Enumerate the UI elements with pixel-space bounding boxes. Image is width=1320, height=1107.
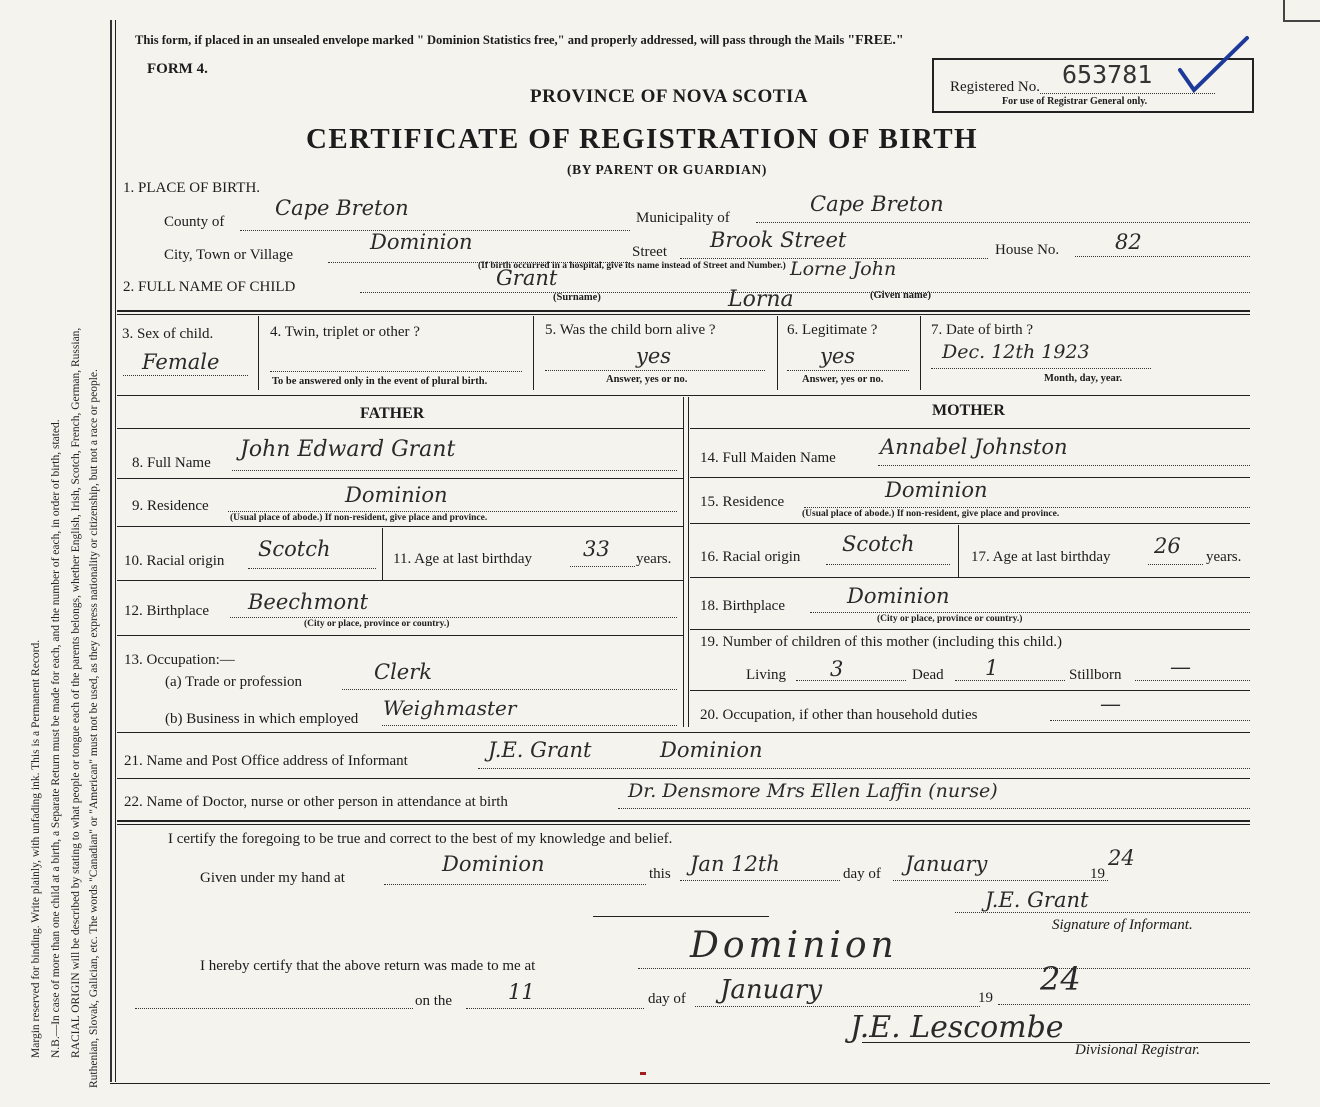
registrar-year-prefix: 19	[978, 990, 993, 1006]
mother-birthplace-value: Dominion	[847, 584, 950, 608]
side-note-nb: N.B.—In case of more than one child at a birth, a Separate Return must be made for each, and the number of each, in order of birth, stated.	[50, 419, 62, 1058]
page-bottom-edge	[110, 1083, 1270, 1084]
doctor-label: 22. Name of Doctor, nurse or other person in attendance at birth	[124, 794, 508, 810]
certificate-title: CERTIFICATE OF REGISTRATION OF BIRTH	[306, 123, 978, 155]
side-note-racial-cont: Ruthenian, Slovak, Galician, etc. The words "Canadian" or "American" must not be used, as they express nationality or citizenship, but not a race or people.	[88, 369, 100, 1088]
mother-age-value: 26	[1154, 534, 1181, 558]
hospital-note: (If birth occurred in a hospital, give its name instead of Street and Number.)	[478, 261, 786, 271]
alive-note: Answer, yes or no.	[606, 374, 688, 385]
given-caption: (Given name)	[870, 290, 931, 301]
street-label: Street	[632, 244, 667, 260]
legitimate-note: Answer, yes or no.	[802, 374, 884, 385]
doctor-value: Dr. Densmore Mrs Ellen Laffin (nurse)	[628, 780, 998, 802]
given-place-value: Dominion	[442, 852, 545, 876]
father-age-value: 33	[583, 537, 610, 561]
alive-value: yes	[636, 344, 672, 368]
on-the-label: on the	[415, 993, 453, 1009]
dob-value: Dec. 12th 1923	[942, 341, 1090, 363]
father-residence-label: 9. Residence	[132, 498, 209, 514]
registrar-caption: Divisional Registrar.	[1075, 1042, 1201, 1058]
mother-residence-note: (Usual place of abode.) If non-resident, give place and province.	[802, 509, 1060, 519]
registrar-place-value: Dominion	[690, 925, 898, 966]
informant-name-value: J.E. Grant	[488, 738, 592, 762]
county-label: County of	[164, 214, 225, 230]
registrar-day-of-label: day of	[648, 991, 686, 1007]
mail-notice-text: This form, if placed in an unsealed envelope marked " Dominion Statistics free," and properly addressed, will pass through the Mails	[135, 33, 848, 47]
place-of-birth-heading: 1. PLACE OF BIRTH.	[123, 180, 261, 196]
dob-note: Month, day, year.	[1044, 373, 1123, 384]
child-given-value: Lorne John	[790, 258, 897, 280]
legitimate-label: 6. Legitimate ?	[787, 322, 878, 338]
father-name-label: 8. Full Name	[132, 455, 211, 471]
father-business-label: (b) Business in which employed	[165, 711, 359, 727]
registrar-year-value: 24	[1040, 960, 1081, 998]
father-trade-label: (a) Trade or profession	[165, 674, 303, 690]
mother-years-label: years.	[1206, 549, 1242, 565]
father-birthplace-label: 12. Birthplace	[124, 603, 209, 619]
father-residence-value: Dominion	[345, 483, 448, 507]
city-label: City, Town or Village	[164, 247, 294, 263]
city-value: Dominion	[370, 230, 473, 254]
stillborn-label: Stillborn	[1069, 667, 1122, 683]
dob-label: 7. Date of birth ?	[931, 322, 1034, 338]
informant-address-value: Dominion	[660, 738, 763, 762]
municipality-value: Cape Breton	[810, 192, 944, 216]
mother-occupation-label: 20. Occupation, if other than household duties	[700, 707, 978, 723]
child-surname-value: Grant	[496, 266, 558, 290]
mother-birthplace-label: 18. Birthplace	[700, 598, 785, 614]
father-years-label: years.	[636, 551, 672, 567]
this-label: this	[649, 866, 671, 882]
registrar-only-note: For use of Registrar General only.	[1002, 96, 1148, 107]
father-residence-note: (Usual place of abode.) If non-resident, give place and province.	[230, 513, 488, 523]
father-name-value: John Edward Grant	[240, 437, 456, 462]
mail-notice	[135, 33, 904, 49]
registered-label: Registered No.	[950, 79, 1040, 95]
registered-value: 653781	[1062, 60, 1153, 89]
twin-note: To be answered only in the event of plural birth.	[272, 376, 488, 387]
certify-statement: I certify the foregoing to be true and correct to the best of my knowledge and belief.	[168, 831, 673, 847]
house-label: House No.	[995, 242, 1060, 258]
father-business-value: Weighmaster	[383, 696, 517, 720]
ink-mark	[640, 1072, 646, 1075]
dead-label: Dead	[912, 667, 944, 683]
certificate-subtitle: (BY PARENT OR GUARDIAN)	[567, 162, 767, 177]
surname-caption: (Surname)	[553, 292, 601, 303]
binding-margin-line	[110, 20, 112, 1082]
father-heading: FATHER	[360, 405, 425, 422]
father-occupation-label: 13. Occupation:—	[124, 652, 235, 668]
corner-mark	[1283, 0, 1320, 22]
given-under-label: Given under my hand at	[200, 870, 345, 886]
municipality-label: Municipality of	[636, 210, 730, 226]
father-racial-label: 10. Racial origin	[124, 553, 225, 569]
mother-heading: MOTHER	[932, 402, 1005, 419]
mother-name-label: 14. Full Maiden Name	[700, 450, 836, 466]
mother-name-value: Annabel Johnston	[880, 435, 1068, 459]
father-trade-value: Clerk	[374, 660, 432, 684]
street-value: Brook Street	[710, 228, 847, 252]
registrar-certify-statement: I hereby certify that the above return was made to me at	[200, 958, 536, 974]
father-birthplace-value: Beechmont	[248, 590, 369, 614]
year-value: 24	[1108, 846, 1135, 870]
day-of-label: day of	[843, 866, 881, 882]
signature-caption: Signature of Informant.	[1052, 917, 1193, 933]
mother-age-label: 17. Age at last birthday	[971, 549, 1111, 565]
mother-residence-label: 15. Residence	[700, 494, 785, 510]
father-birthplace-note: (City or place, province or country.)	[304, 619, 450, 629]
living-label: Living	[746, 667, 786, 683]
binding-margin-line-2	[115, 20, 116, 1082]
sex-label: 3. Sex of child.	[122, 326, 214, 342]
informant-label: 21. Name and Post Office address of Informant	[124, 753, 408, 769]
twin-label: 4. Twin, triplet or other ?	[270, 324, 420, 340]
registrar-signature: J.E. Lescombe	[850, 1010, 1064, 1045]
mail-notice-free: "FREE."	[847, 33, 904, 48]
children-count-label: 19. Number of children of this mother (including this child.)	[700, 634, 1063, 650]
registrar-month-value: January	[720, 975, 823, 1005]
sex-value: Female	[142, 350, 220, 374]
checkmark-icon	[1172, 30, 1262, 100]
side-note-binding: Margin reserved for binding. Write plainly, with unfading ink. This is a Permanent Record.	[30, 639, 42, 1058]
child-name-label: 2. FULL NAME OF CHILD	[123, 279, 296, 295]
living-value: 3	[830, 657, 844, 681]
county-value: Cape Breton	[275, 196, 409, 220]
form-number: FORM 4.	[147, 61, 208, 77]
father-racial-value: Scotch	[258, 537, 331, 561]
mother-birthplace-note: (City or place, province or country.)	[877, 614, 1023, 624]
house-value: 82	[1115, 230, 1142, 254]
alive-label: 5. Was the child born alive ?	[545, 322, 716, 338]
mother-occupation-value: —	[1100, 692, 1121, 716]
side-note-racial: RACIAL ORIGIN will be described by stating to what people or tongue each of the parents belongs, whether English, Irish, Scotch, French, German, Russian,	[70, 327, 82, 1058]
mother-racial-value: Scotch	[842, 532, 915, 556]
mother-residence-value: Dominion	[885, 478, 988, 502]
father-age-label: 11. Age at last birthday	[393, 551, 532, 567]
registrar-day-value: 11	[508, 980, 535, 1004]
dead-value: 1	[985, 656, 999, 680]
informant-signature: J.E. Grant	[985, 888, 1089, 912]
province-title: PROVINCE OF NOVA SCOTIA	[530, 86, 809, 107]
legitimate-value: yes	[820, 344, 856, 368]
month-value: January	[905, 852, 988, 876]
child-given-correction: Lorna	[728, 287, 794, 312]
stillborn-value: —	[1170, 655, 1191, 679]
this-value: Jan 12th	[690, 852, 780, 876]
mother-racial-label: 16. Racial origin	[700, 549, 801, 565]
year-prefix: 19	[1090, 866, 1105, 882]
